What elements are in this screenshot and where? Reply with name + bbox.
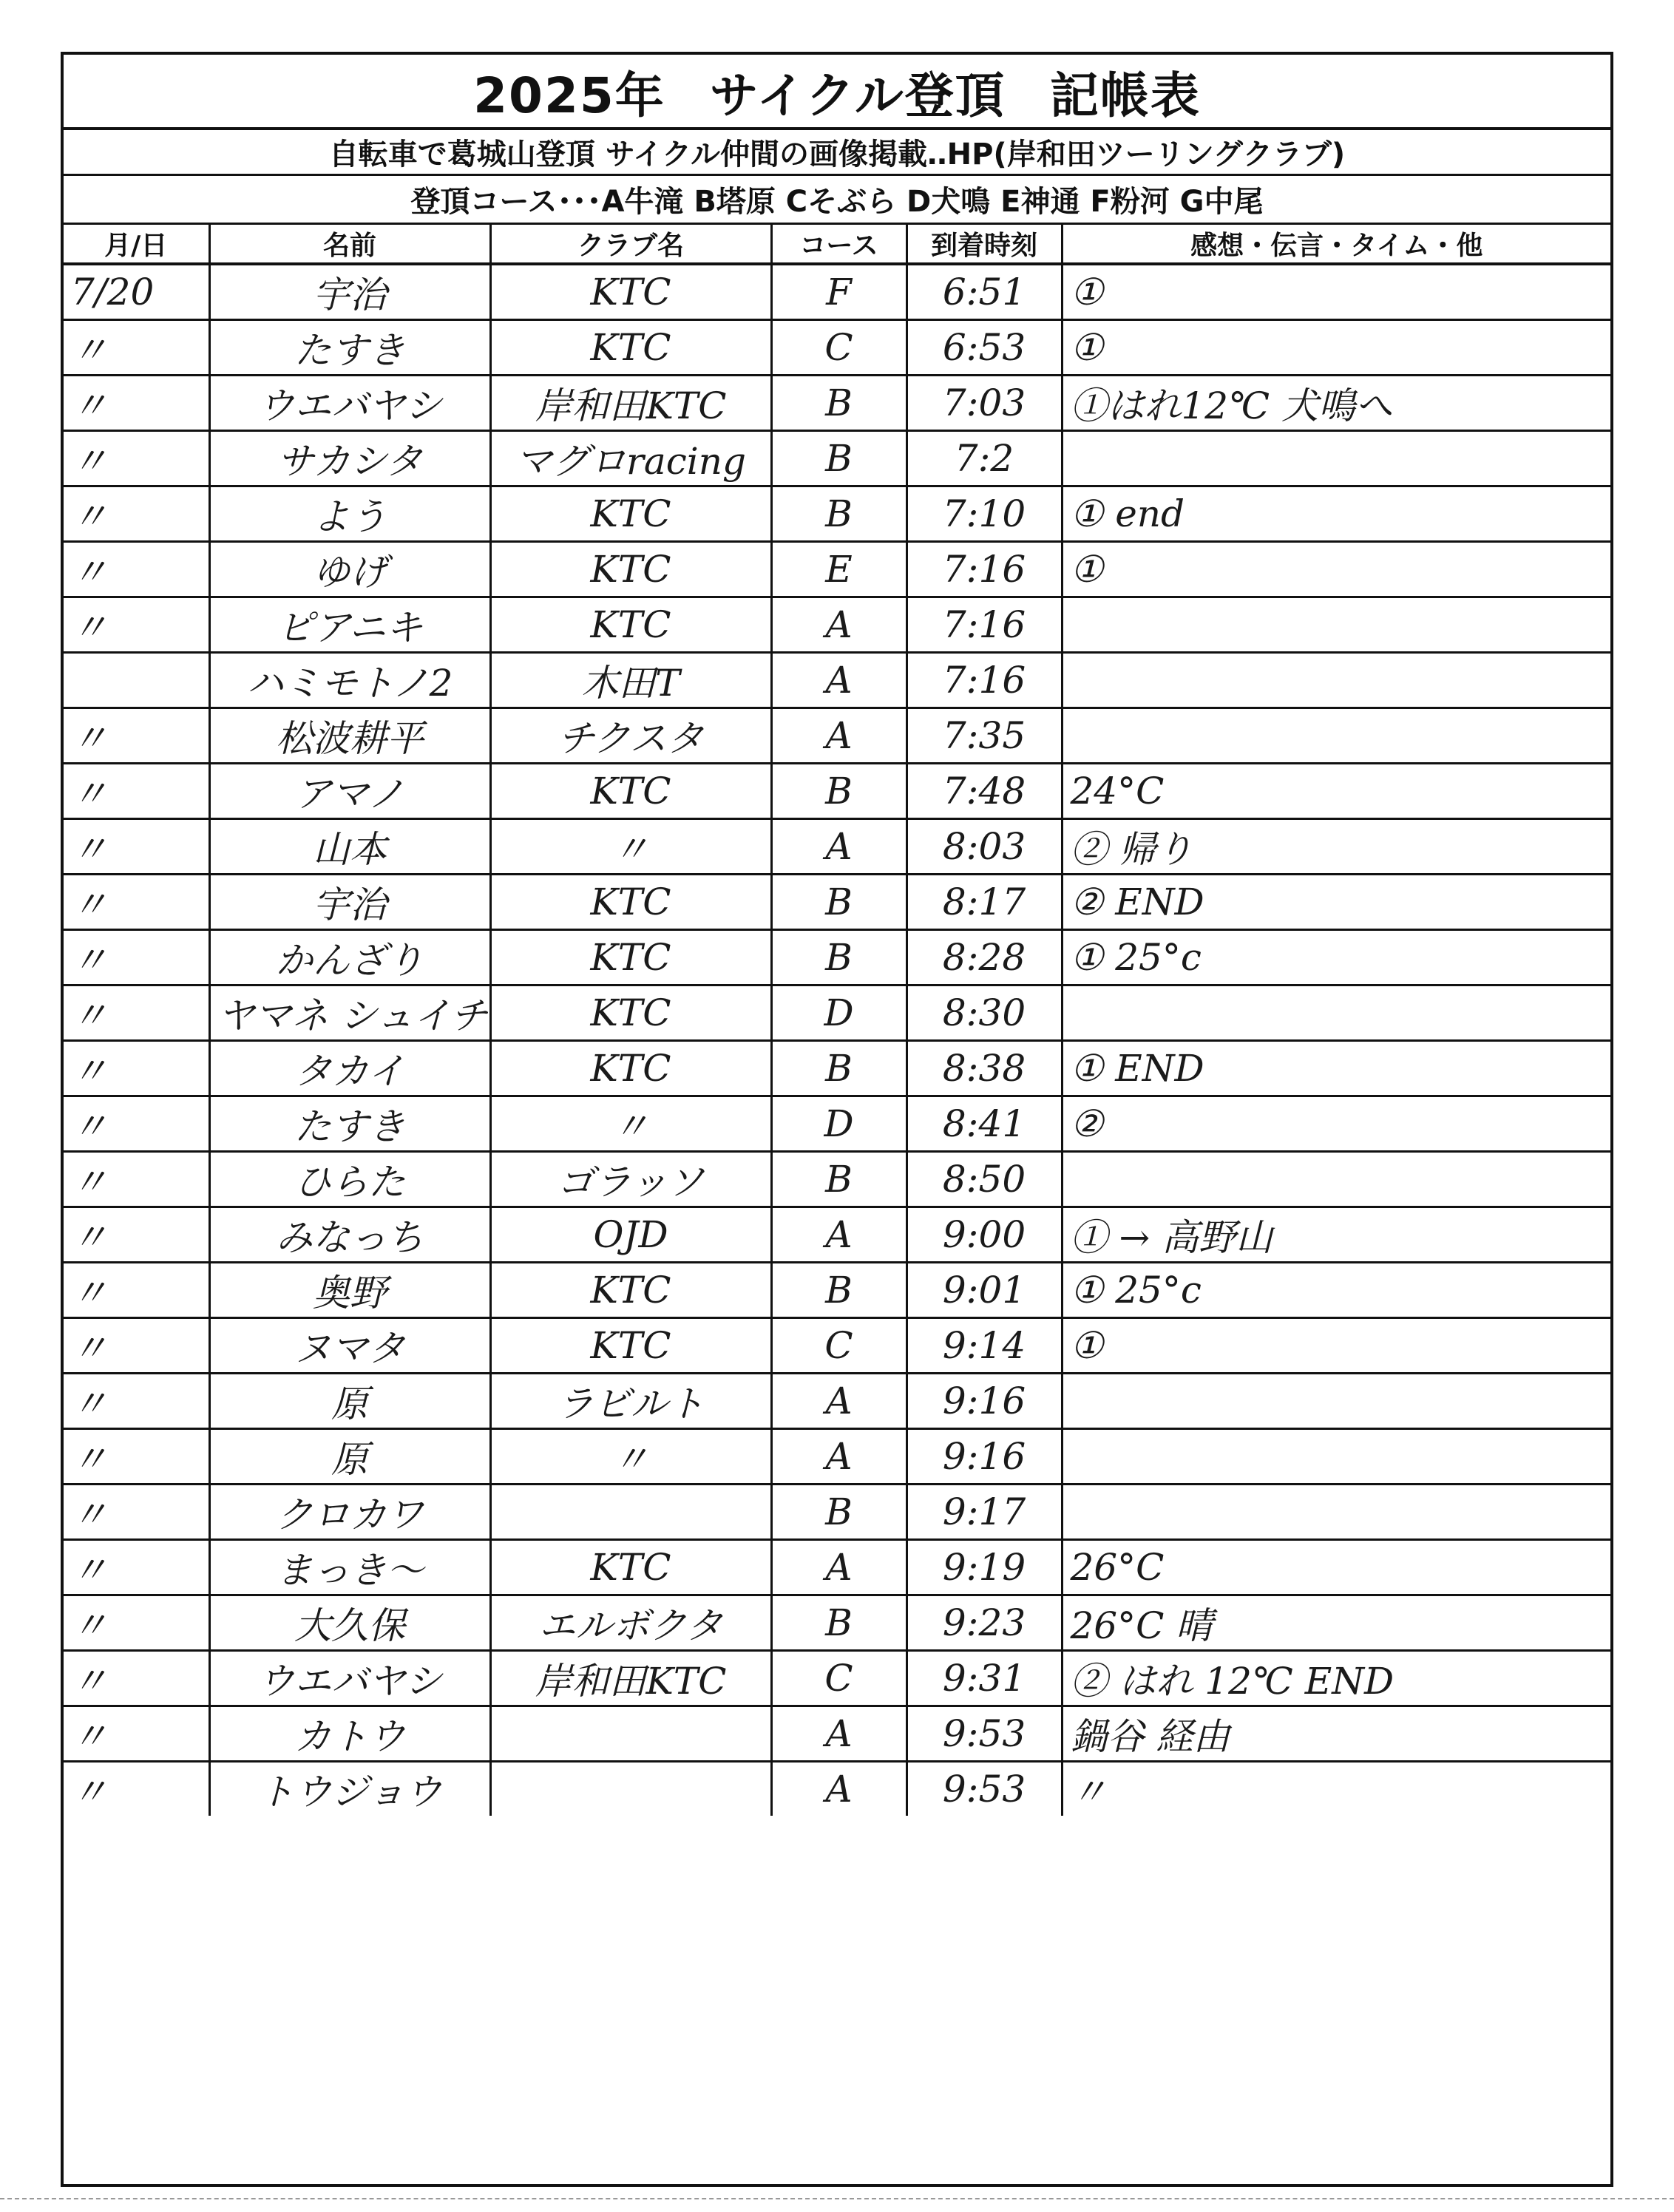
cell-name: 山本 — [209, 819, 490, 875]
cell-date: 〃 — [64, 1263, 209, 1318]
cell-course: A — [771, 1374, 907, 1429]
cell-club: KTC — [490, 1041, 771, 1096]
cell-date: 〃 — [64, 431, 209, 486]
cell-note — [1062, 708, 1610, 764]
cell-date: 〃 — [64, 542, 209, 597]
cell-course: B — [771, 930, 907, 985]
cell-note: 鍋谷 経由 — [1062, 1706, 1610, 1762]
cell-name: みなっち — [209, 1207, 490, 1263]
col-header-note: 感想・伝言・タイム・他 — [1062, 225, 1610, 264]
cell-date: 7/20 — [64, 264, 209, 320]
cell-name: ウエバヤシ — [209, 376, 490, 431]
cell-time: 9:17 — [907, 1485, 1062, 1540]
cell-date: 〃 — [64, 597, 209, 653]
cell-note: 〃 — [1062, 1762, 1610, 1816]
cell-note: ① — [1062, 320, 1610, 376]
cell-course: E — [771, 542, 907, 597]
cell-time: 8:17 — [907, 875, 1062, 930]
cell-time: 9:14 — [907, 1318, 1062, 1374]
cell-name: 松波耕平 — [209, 708, 490, 764]
log-table — [64, 225, 1610, 1816]
cell-name: タカイ — [209, 1041, 490, 1096]
cell-time: 7:16 — [907, 653, 1062, 708]
cell-time: 7:03 — [907, 376, 1062, 431]
cell-name: かんざり — [209, 930, 490, 985]
cell-course: A — [771, 708, 907, 764]
cell-note: 26°C 晴 — [1062, 1595, 1610, 1651]
cell-club: KTC — [490, 930, 771, 985]
cell-club: 〃 — [490, 819, 771, 875]
scan-edge-divider — [0, 2198, 1674, 2199]
cell-date: 〃 — [64, 1374, 209, 1429]
cell-club: エルボクタ — [490, 1595, 771, 1651]
col-header-date: 月/日 — [64, 225, 209, 264]
cell-course: C — [771, 1318, 907, 1374]
cell-club: KTC — [490, 264, 771, 320]
table-header-row — [64, 225, 1610, 264]
cell-date: 〃 — [64, 1595, 209, 1651]
cell-course: B — [771, 875, 907, 930]
cell-date: 〃 — [71, 1771, 108, 1814]
cell-club: KTC — [490, 764, 771, 819]
cell-note: 26°C — [1062, 1540, 1610, 1595]
cell-name: たすき — [209, 1096, 490, 1152]
cell-note: ② はれ 12℃ END — [1062, 1651, 1610, 1706]
cell-name: ピアニキ — [209, 597, 490, 653]
cell-date: 〃 — [64, 708, 209, 764]
col-header-course: コース — [771, 225, 907, 264]
cell-club: KTC — [490, 542, 771, 597]
cell-club: KTC — [490, 1263, 771, 1318]
cell-note — [1062, 431, 1610, 486]
cell-time: 9:23 — [907, 1595, 1062, 1651]
cell-name: カトウ — [209, 1706, 490, 1762]
table-row — [64, 1485, 1610, 1540]
cell-date: 〃 — [64, 486, 209, 542]
cell-time: 8:28 — [907, 930, 1062, 985]
cell-note: ① → 高野山 — [1062, 1207, 1610, 1263]
log-table-body — [64, 264, 1610, 1816]
cell-time: 8:50 — [907, 1152, 1062, 1207]
table-row — [64, 875, 1610, 930]
cell-note: ① 25°c — [1062, 1263, 1610, 1318]
cell-time: 7:16 — [907, 542, 1062, 597]
col-header-time: 到着時刻 — [907, 225, 1062, 264]
title-right: 記帳表 — [1049, 67, 1201, 124]
cell-date — [64, 653, 209, 708]
cell-club: KTC — [490, 1318, 771, 1374]
cell-course: B — [771, 1595, 907, 1651]
cell-time: 9:16 — [907, 1429, 1062, 1485]
table-row — [64, 653, 1610, 708]
cell-time: 8:03 — [907, 819, 1062, 875]
cell-name: ウエバヤシ — [209, 1651, 490, 1706]
col-header-club: クラブ名 — [490, 225, 771, 264]
cell-club: マグロracing — [490, 431, 771, 486]
cell-course: C — [771, 320, 907, 376]
cell-name: ヤマネ シュイチ — [209, 985, 490, 1041]
cell-club: OJD — [490, 1207, 771, 1263]
cell-course: B — [771, 764, 907, 819]
cell-note: ② 帰り — [1062, 819, 1610, 875]
cell-time: 6:51 — [907, 264, 1062, 320]
table-row — [64, 1374, 1610, 1429]
table-row — [64, 985, 1610, 1041]
cell-note: ① 25°c — [1062, 930, 1610, 985]
cell-note: ① END — [1062, 1041, 1610, 1096]
cell-course: A — [771, 653, 907, 708]
cell-note — [1062, 1374, 1610, 1429]
course-legend: 登頂コース･･･A牛滝 B塔原 Cそぶら D犬鳴 E神通 F粉河 G中尾 — [64, 176, 1610, 225]
cell-time: 8:30 — [907, 985, 1062, 1041]
cell-time: 8:38 — [907, 1041, 1062, 1096]
cell-course: A — [771, 1429, 907, 1485]
cell-time: 9:01 — [907, 1263, 1062, 1318]
cell-course: A — [771, 819, 907, 875]
cell-time: 7:35 — [907, 708, 1062, 764]
table-row — [64, 930, 1610, 985]
table-row — [64, 1318, 1610, 1374]
table-row — [64, 1263, 1610, 1318]
cell-note — [1062, 1152, 1610, 1207]
table-row — [64, 1540, 1610, 1595]
cell-time: 6:53 — [907, 320, 1062, 376]
cell-course: A — [771, 1540, 907, 1595]
table-row — [64, 1595, 1610, 1651]
cell-name: ゆげ — [209, 542, 490, 597]
cell-date: 〃 — [64, 1096, 209, 1152]
cell-note — [1062, 1429, 1610, 1485]
cell-name: 大久保 — [209, 1595, 490, 1651]
cell-name: まっき〜 — [209, 1540, 490, 1595]
cell-name: 宇治 — [209, 264, 490, 320]
table-row — [64, 320, 1610, 376]
cell-date: 〃 — [64, 875, 209, 930]
table-row — [64, 376, 1610, 431]
cell-note: ①はれ12℃ 犬鳴へ — [1062, 376, 1610, 431]
cell-course: D — [771, 1096, 907, 1152]
table-row — [64, 819, 1610, 875]
logbook-sheet — [61, 52, 1613, 2187]
cell-note — [1062, 653, 1610, 708]
cell-time: 7:10 — [907, 486, 1062, 542]
cell-course: B — [771, 1485, 907, 1540]
cell-name: 宇治 — [209, 875, 490, 930]
cell-date: 〃 — [64, 320, 209, 376]
cell-date: 〃 — [64, 1706, 209, 1762]
cell-course: C — [771, 1651, 907, 1706]
cell-club: KTC — [490, 985, 771, 1041]
cell-name: サカシタ — [209, 431, 490, 486]
cell-name: ヌマタ — [209, 1318, 490, 1374]
cell-club: KTC — [490, 486, 771, 542]
cell-time: 9:19 — [907, 1540, 1062, 1595]
table-row — [64, 708, 1610, 764]
table-row — [64, 486, 1610, 542]
table-row — [64, 1651, 1610, 1706]
table-row — [64, 1096, 1610, 1152]
cell-date: 〃 — [64, 819, 209, 875]
table-row — [64, 1207, 1610, 1263]
cell-date: 〃 — [64, 1485, 209, 1540]
cell-club — [490, 1485, 771, 1540]
cell-time: 9:53 — [907, 1706, 1062, 1762]
table-row — [64, 264, 1610, 320]
cell-name: 原 — [209, 1429, 490, 1485]
cell-name: トウジョウ — [209, 1762, 490, 1816]
cell-time: 9:00 — [907, 1207, 1062, 1263]
cell-club: 岸和田KTC — [490, 1651, 771, 1706]
table-row — [64, 1762, 1610, 1816]
title-year: 2025年 — [473, 67, 665, 124]
cell-club: チクスタ — [490, 708, 771, 764]
cell-date: 〃 — [64, 1207, 209, 1263]
cell-course: B — [771, 376, 907, 431]
cell-name: たすき — [209, 320, 490, 376]
cell-note: ① — [1062, 1318, 1610, 1374]
cell-time: 7:2 — [907, 431, 1062, 486]
cell-name: ひらた — [209, 1152, 490, 1207]
cell-date: 〃 — [64, 1041, 209, 1096]
cell-note: ① end — [1062, 486, 1610, 542]
cell-course: A — [771, 597, 907, 653]
table-row — [64, 597, 1610, 653]
cell-club — [490, 1706, 771, 1762]
cell-note: ② — [1062, 1096, 1610, 1152]
cell-course: B — [771, 1041, 907, 1096]
cell-name: 奥野 — [209, 1263, 490, 1318]
cell-date: 〃 — [64, 930, 209, 985]
cell-club: KTC — [490, 1540, 771, 1595]
cell-time: 7:16 — [907, 597, 1062, 653]
cell-course: A — [771, 1706, 907, 1762]
cell-note: ② END — [1062, 875, 1610, 930]
cell-club: 岸和田KTC — [490, 376, 771, 431]
cell-course: B — [771, 1152, 907, 1207]
cell-club: ラビルト — [490, 1374, 771, 1429]
cell-name: 原 — [209, 1374, 490, 1429]
cell-date: 〃 — [64, 764, 209, 819]
page-title — [64, 55, 1610, 130]
cell-club: ゴラッソ — [490, 1152, 771, 1207]
cell-date: 〃 — [64, 1651, 209, 1706]
cell-date: 〃 — [64, 1152, 209, 1207]
cell-date: 〃 — [64, 376, 209, 431]
table-row — [64, 1152, 1610, 1207]
col-header-name: 名前 — [209, 225, 490, 264]
title-main: サイクル登頂 — [709, 67, 1006, 124]
table-row — [64, 764, 1610, 819]
cell-name: ハミモトノ2 — [209, 653, 490, 708]
cell-date: 〃 — [64, 985, 209, 1041]
cell-club: 木田T — [490, 653, 771, 708]
cell-course: F — [771, 264, 907, 320]
table-row — [64, 1041, 1610, 1096]
cell-note: ① — [1062, 542, 1610, 597]
cell-date: 〃 — [64, 1318, 209, 1374]
cell-note — [1062, 1485, 1610, 1540]
cell-time: 7:48 — [907, 764, 1062, 819]
cell-time: 9:31 — [907, 1651, 1062, 1706]
table-row — [64, 542, 1610, 597]
cell-note — [1062, 985, 1610, 1041]
cell-note — [1062, 597, 1610, 653]
cell-time: 9:16 — [907, 1374, 1062, 1429]
table-row — [64, 1429, 1610, 1485]
cell-date: 〃 — [64, 1429, 209, 1485]
cell-name: よう — [209, 486, 490, 542]
cell-date: 〃 — [64, 1540, 209, 1595]
cell-course: B — [771, 431, 907, 486]
cell-club: KTC — [490, 875, 771, 930]
table-row — [64, 431, 1610, 486]
cell-club: KTC — [490, 597, 771, 653]
cell-course: B — [771, 1263, 907, 1318]
cell-course: D — [771, 985, 907, 1041]
cell-time: 8:41 — [907, 1096, 1062, 1152]
cell-club — [490, 1762, 771, 1816]
cell-club: 〃 — [490, 1096, 771, 1152]
subtitle: 自転車で葛城山登頂 サイクル仲間の画像掲載‥HP(岸和田ツーリングクラブ) — [64, 130, 1610, 176]
cell-club: KTC — [490, 320, 771, 376]
cell-course: A — [771, 1207, 907, 1263]
table-row — [64, 1706, 1610, 1762]
cell-time: 9:53 — [907, 1762, 1062, 1816]
cell-club: 〃 — [490, 1429, 771, 1485]
cell-course: A — [771, 1762, 907, 1816]
cell-name: クロカワ — [209, 1485, 490, 1540]
cell-note: 24°C — [1062, 764, 1610, 819]
cell-note: ① — [1062, 264, 1610, 320]
cell-course: B — [771, 486, 907, 542]
cell-name: アマノ — [209, 764, 490, 819]
